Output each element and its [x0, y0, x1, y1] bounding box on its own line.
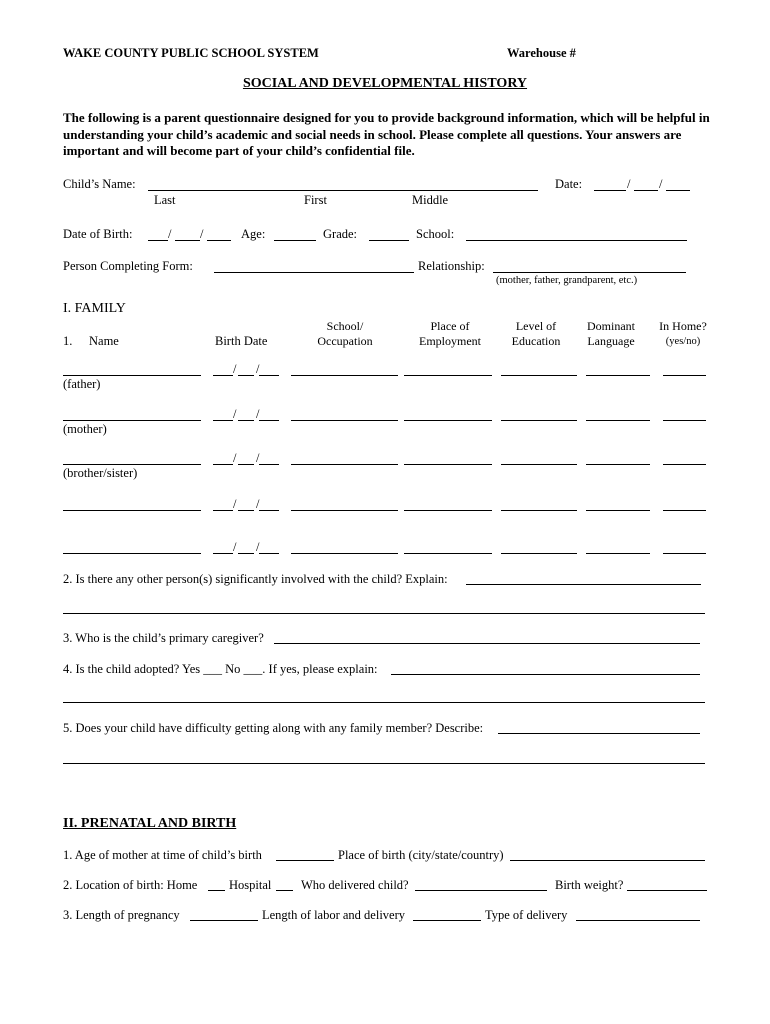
labor-length-field[interactable] [413, 920, 481, 921]
member-language-field[interactable] [586, 553, 650, 554]
member-birth-month-field[interactable] [213, 375, 233, 376]
birth-date-slash: / [256, 497, 260, 511]
question-3-field[interactable] [274, 643, 700, 644]
question-5-label: 5. Does your child have difficulty getting along with any family member? Describe: [63, 721, 484, 735]
member-birth-day-field[interactable] [238, 420, 254, 421]
member-education-field[interactable] [501, 420, 577, 421]
member-in-home-field[interactable] [663, 510, 706, 511]
member-language-field[interactable] [586, 464, 650, 465]
age-field[interactable] [274, 240, 316, 241]
family-member-relation: (mother) [63, 422, 107, 436]
member-birth-month-field[interactable] [213, 510, 233, 511]
col-school-header [300, 319, 390, 349]
birth-date-slash: / [233, 407, 237, 421]
question-4-label: 4. Is the child adopted? Yes ___ No ___. If yes, please explain: [63, 662, 378, 676]
member-language-field[interactable] [586, 510, 650, 511]
member-occupation-field[interactable] [291, 553, 398, 554]
date-label: Date: [555, 177, 583, 191]
member-education-field[interactable] [501, 464, 577, 465]
child-name-label: Child’s Name: [63, 177, 136, 191]
dob-day-field[interactable] [175, 240, 200, 241]
member-birth-day-field[interactable] [238, 510, 254, 511]
who-delivered-field[interactable] [415, 890, 547, 891]
dob-slash: / [200, 227, 204, 241]
col-lang-header [576, 319, 646, 349]
labor-length-label: Length of labor and delivery [262, 908, 406, 922]
age-label: Age: [241, 227, 266, 241]
grade-label: Grade: [323, 227, 358, 241]
birth-date-slash: / [256, 540, 260, 554]
child-name-field[interactable] [148, 190, 538, 191]
warehouse-label: Warehouse # [507, 46, 576, 60]
family-member-relation: (father) [63, 377, 101, 391]
question-5-field-cont[interactable] [63, 763, 705, 764]
col-home-line1: In Home? [659, 319, 707, 333]
member-in-home-field[interactable] [663, 553, 706, 554]
member-name-field[interactable] [63, 420, 201, 421]
last-label: Last [154, 193, 176, 207]
member-education-field[interactable] [501, 375, 577, 376]
dob-month-field[interactable] [148, 240, 168, 241]
birth-weight-label: Birth weight? [555, 878, 624, 892]
col-level-line1: Level of [515, 319, 557, 333]
family-question-number: 1. [63, 334, 73, 348]
col-school-line2: Occupation [317, 334, 373, 348]
birth-date-slash: / [256, 362, 260, 376]
page-title: SOCIAL AND DEVELOPMENTAL HISTORY [242, 76, 528, 91]
date-slash: / [627, 177, 631, 191]
member-birth-day-field[interactable] [238, 553, 254, 554]
question-2-field[interactable] [466, 584, 701, 585]
member-name-field[interactable] [63, 375, 201, 376]
intro-text: The following is a parent questionnaire designed for you to provide background information, which will be helpful in understanding your child’s academic and social needs in school. Please complete all questions. Your answers are important and will become part of your child’s confidential file. [63, 110, 710, 158]
prenatal-q3-label: 3. Length of pregnancy [63, 908, 180, 922]
date-month-field[interactable] [594, 190, 626, 191]
member-employment-field[interactable] [404, 375, 492, 376]
school-field[interactable] [466, 240, 687, 241]
dob-slash: / [168, 227, 172, 241]
col-home-header [650, 319, 716, 349]
prenatal-q1-label: 1. Age of mother at time of child’s birth [63, 848, 262, 862]
col-birth-date-header: Birth Date [215, 334, 268, 348]
question-5-field[interactable] [498, 733, 700, 734]
family-member-relation: (brother/sister) [63, 466, 138, 480]
member-occupation-field[interactable] [291, 420, 398, 421]
date-slash: / [659, 177, 663, 191]
dob-year-field[interactable] [207, 240, 231, 241]
hospital-label: Hospital [229, 878, 272, 892]
member-birth-month-field[interactable] [213, 464, 233, 465]
prenatal-q2-label: 2. Location of birth: Home [63, 878, 198, 892]
relationship-label: Relationship: [418, 259, 485, 273]
member-name-field[interactable] [63, 510, 201, 511]
member-education-field[interactable] [501, 510, 577, 511]
person-completing-field[interactable] [214, 272, 414, 273]
col-name-header: Name [89, 334, 119, 348]
birth-date-slash: / [256, 407, 260, 421]
member-in-home-field[interactable] [663, 464, 706, 465]
question-2-label: 2. Is there any other person(s) significantly involved with the child? Explain: [63, 572, 448, 586]
section-family-heading: I. FAMILY [63, 301, 126, 316]
pregnancy-length-field[interactable] [190, 920, 258, 921]
birth-date-slash: / [233, 362, 237, 376]
question-4-field[interactable] [391, 674, 700, 675]
member-name-field[interactable] [63, 553, 201, 554]
col-place-line1: Place of [430, 319, 470, 333]
delivery-type-label: Type of delivery [485, 908, 568, 922]
birth-date-slash: / [233, 497, 237, 511]
member-language-field[interactable] [586, 420, 650, 421]
member-birth-month-field[interactable] [213, 420, 233, 421]
col-lang-line2: Language [587, 334, 635, 348]
col-lang-line1: Dominant [587, 319, 635, 333]
relationship-field[interactable] [493, 272, 686, 273]
who-delivered-label: Who delivered child? [301, 878, 409, 892]
place-of-birth-field[interactable] [510, 860, 705, 861]
member-birth-year-field[interactable] [259, 420, 279, 421]
col-level-line2: Education [511, 334, 561, 348]
place-of-birth-label: Place of birth (city/state/country) [338, 848, 504, 862]
first-label: First [304, 193, 327, 207]
member-occupation-field[interactable] [291, 510, 398, 511]
delivery-type-field[interactable] [576, 920, 700, 921]
member-in-home-field[interactable] [663, 375, 706, 376]
member-employment-field[interactable] [404, 420, 492, 421]
member-birth-year-field[interactable] [259, 553, 279, 554]
col-school-line1: School/ [326, 319, 364, 333]
person-completing-label: Person Completing Form: [63, 259, 193, 273]
birth-date-slash: / [256, 451, 260, 465]
member-employment-field[interactable] [404, 464, 492, 465]
member-birth-month-field[interactable] [213, 553, 233, 554]
section-prenatal-heading: II. PRENATAL AND BIRTH [63, 816, 237, 831]
birth-date-slash: / [233, 451, 237, 465]
question-3-label: 3. Who is the child’s primary caregiver? [63, 631, 264, 645]
col-level-header [493, 319, 579, 349]
col-home-line2: (yes/no) [665, 336, 701, 347]
member-birth-year-field[interactable] [259, 375, 279, 376]
member-birth-year-field[interactable] [259, 464, 279, 465]
member-employment-field[interactable] [404, 510, 492, 511]
birth-date-slash: / [233, 540, 237, 554]
question-4-field-cont[interactable] [63, 702, 705, 703]
relationship-hint: (mother, father, grandparent, etc.) [496, 275, 638, 286]
member-employment-field[interactable] [404, 553, 492, 554]
member-occupation-field[interactable] [291, 375, 398, 376]
col-place-line2: Employment [419, 334, 481, 348]
member-language-field[interactable] [586, 375, 650, 376]
member-birth-day-field[interactable] [238, 464, 254, 465]
mother-age-field[interactable] [276, 860, 334, 861]
question-2-field-cont[interactable] [63, 613, 705, 614]
dob-label: Date of Birth: [63, 227, 133, 241]
member-education-field[interactable] [501, 553, 577, 554]
col-place-header [405, 319, 495, 349]
middle-label: Middle [412, 193, 449, 207]
grade-field[interactable] [369, 240, 409, 241]
date-year-field[interactable] [666, 190, 690, 191]
school-label: School: [416, 227, 455, 241]
member-in-home-field[interactable] [663, 420, 706, 421]
member-birth-day-field[interactable] [238, 375, 254, 376]
birth-weight-field[interactable] [627, 890, 707, 891]
home-birth-field[interactable] [208, 890, 225, 891]
org-name: WAKE COUNTY PUBLIC SCHOOL SYSTEM [63, 46, 319, 60]
member-birth-year-field[interactable] [259, 510, 279, 511]
member-occupation-field[interactable] [291, 464, 398, 465]
hospital-birth-field[interactable] [276, 890, 293, 891]
date-day-field[interactable] [634, 190, 658, 191]
member-name-field[interactable] [63, 464, 201, 465]
